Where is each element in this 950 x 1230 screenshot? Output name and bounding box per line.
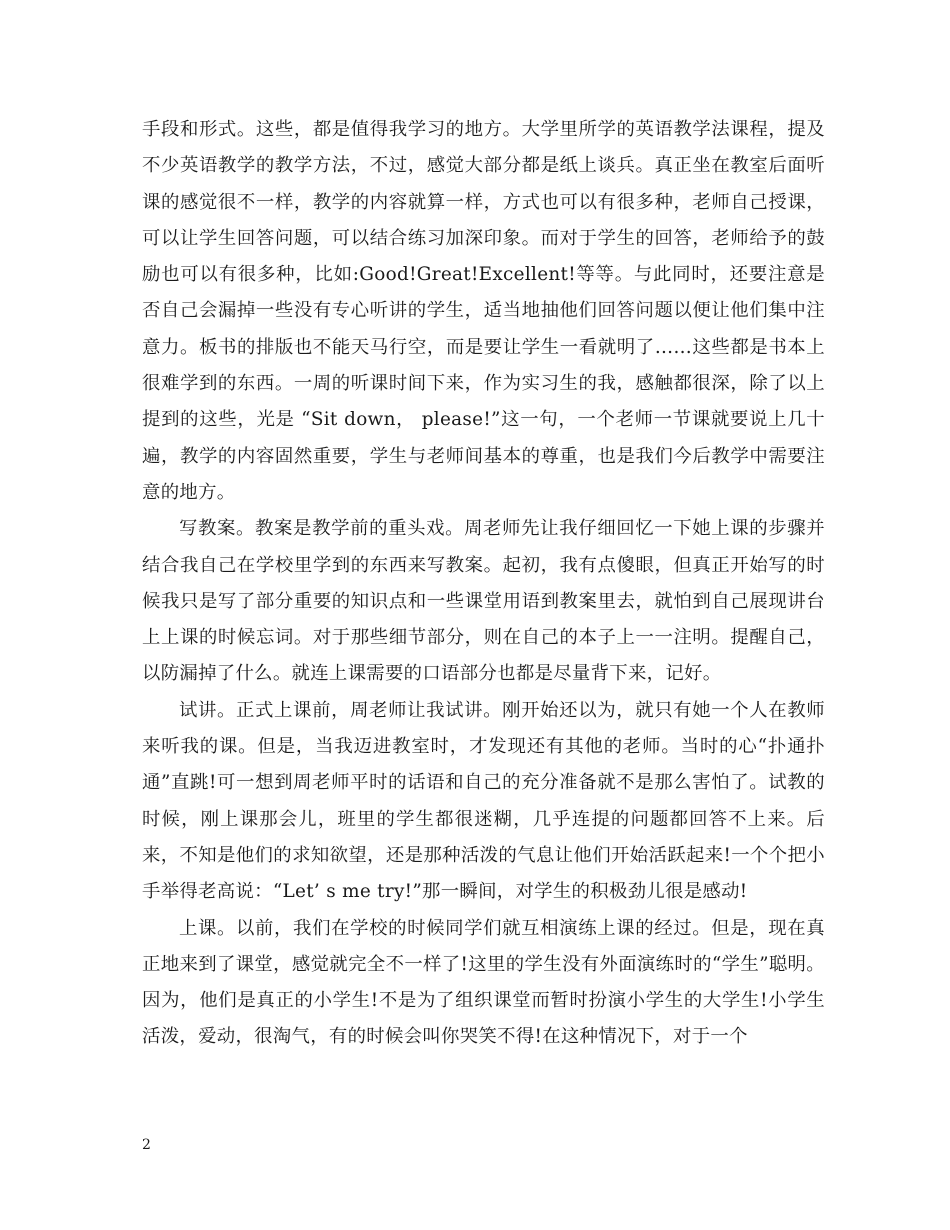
page-number: 2 [142, 1137, 151, 1153]
paragraph-teaching-class: 上课。以前，我们在学校的时候同学们就互相演练上课的经过。但是，现在真正地来到了课堂，感觉就完全不一样了!这里的学生没有外面演练时的“学生”聪明。因为，他们是真正的小学生!不是为了组织课堂而暂时扮演小学生的大学生!小学生活泼，爱动，很淘气，有的时候会叫你哭笑不得!在这种情况下，对于一个 [142, 917, 825, 1048]
paragraph-lesson-plan: 写教案。教案是教学前的重头戏。周老师先让我仔细回忆一下她上课的步骤并结合我自己在学校里学到的东西来写教案。起初，我有点傻眼，但真正开始写的时候我只是写了部分重要的知识点和一些课堂用语到教案里去，就怕到自己展现讲台上上课的时候忘词。对于那些细节部分，则在自己的本子上一一注明。提醒自己，以防漏掉了什么。就连上课需要的口语部分也都是尽量背下来，记好。 [142, 518, 825, 685]
paragraph-teaching-methods: 手段和形式。这些，都是值得我学习的地方。大学里所学的英语教学法课程，提及不少英语教学的教学方法，不过，感觉大部分都是纸上谈兵。真正坐在教室后面听课的感觉很不一样，教学的内容就算一样，方式也可以有很多种，老师自己授课，可以让学生回答问题，可以结合练习加深印象。而对于学生的回答，老师给予的鼓励也可以有很多种，比如:Good!Great!Excellent!等等。与此同时，还要注意是否自己会漏掉一些没有专心听讲的学生，适当地抽他们回答问题以便让他们集中注意力。板书的排版也不能天马行空，而是要让学生一看就明了……这些都是书本上很难学到的东西。一周的听课时间下来，作为实习生的我，感触都很深，除了以上提到的这些，光是 “Sit down， please!”这一句，一个老师一节课就要说上几十遍，教学的内容固然重要，学生与老师间基本的尊重，也是我们今后教学中需要注意的地方。 [142, 119, 825, 503]
document-body [142, 112, 825, 1056]
paragraph-trial-lecture: 试讲。正式上课前，周老师让我试讲。刚开始还以为，就只有她一个人在教师来听我的课。但是，当我迈进教室时，才发现还有其他的老师。当时的心“扑通扑通”直跳!可一想到周老师平时的话语和自己的充分准备就不是那么害怕了。试教的时候，刚上课那会儿，班里的学生都很迷糊，几乎连提的问题都回答不上来。后来，不知是他们的求知欲望，还是那种活泼的气息让他们开始活跃起来!一个个把小手举得老高说：“Let’ s me try!”那一瞬间，对学生的积极劲儿很是感动! [142, 699, 825, 903]
